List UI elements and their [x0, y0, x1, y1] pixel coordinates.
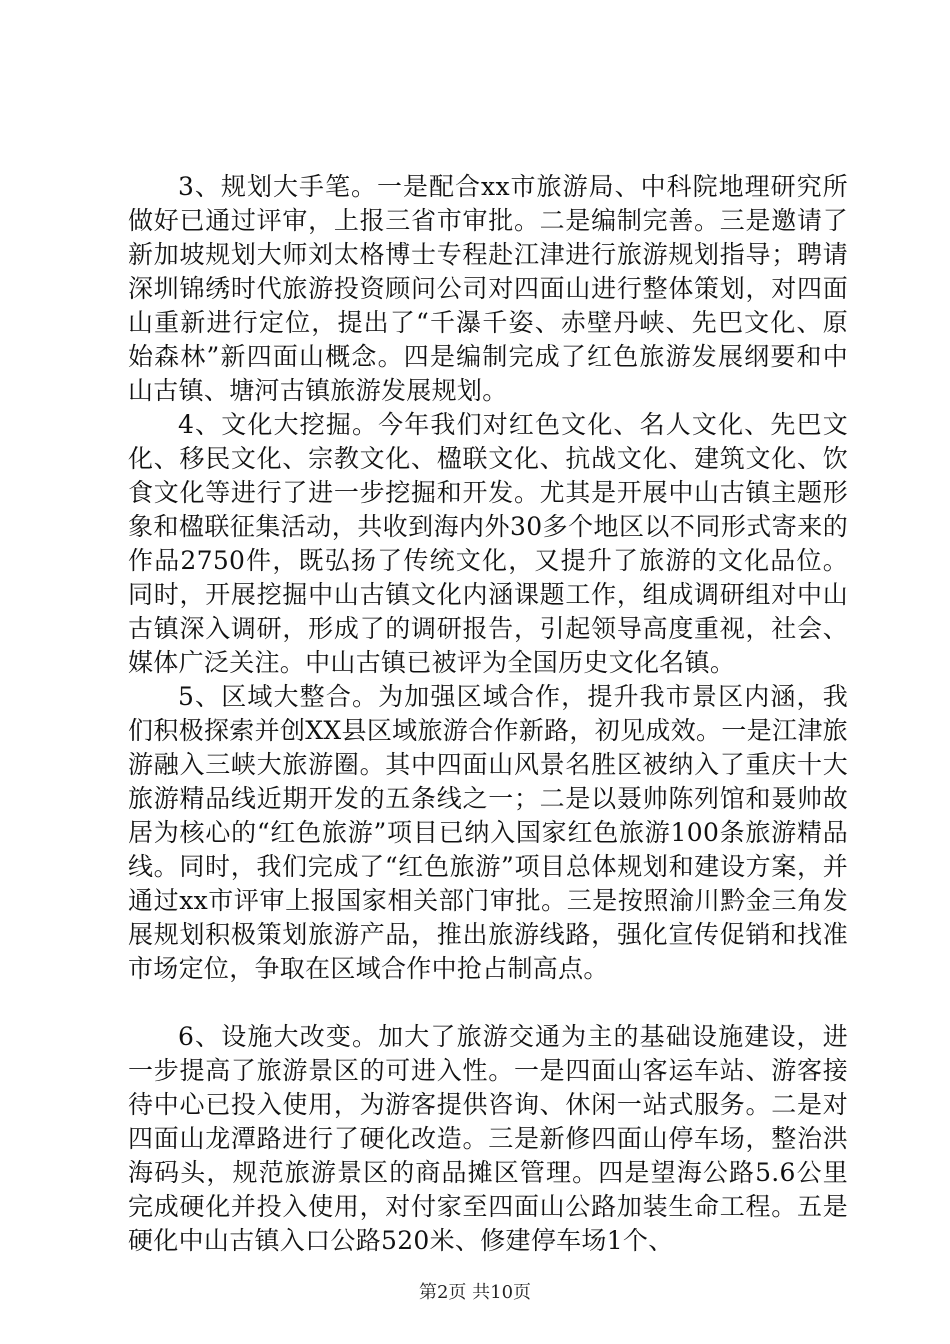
paragraph-culture: 4、文化大挖掘。今年我们对红色文化、名人文化、先巴文化、移民文化、宗教文化、楹联文化、抗战文化、建筑文化、饮食文化等进行了进一步挖掘和开发。尤其是开展中山古镇主题形象和楹联征集活动，共收到海内外30多个地区以不同形式寄来的作品2750件，既弘扬了传统文化，又提升了旅游的文化品位。同时，开展挖掘中山古镇文化内涵课题工作，组成调研组对中山古镇深入调研，形成了的调研报告，引起领导高度重视，社会、媒体广泛关注。中山古镇已被评为全国历史文化名镇。 [128, 410, 848, 677]
page-number-footer: 第2页 共10页 [418, 1282, 532, 1303]
paragraph-facilities: 6、设施大改变。加大了旅游交通为主的基础设施建设，进一步提高了旅游景区的可进入性。一是四面山客运车站、游客接待中心已投入使用，为游客提供咨询、休闲一站式服务。二是对四面山龙潭路进行了硬化改造。三是新修四面山停车场，整治洪海码头，规范旅游景区的商品摊区管理。四是望海公路5.6公里完成硬化并投入使用，对付家至四面山公路加装生命工程。五是硬化中山古镇入口公路520米、修建停车场1个、 [128, 1022, 848, 1255]
paragraph-regional: 5、区域大整合。为加强区域合作，提升我市景区内涵，我们积极探索并创XX县区域旅游合作新路，初见成效。一是江津旅游融入三峡大旅游圈。其中四面山风景名胜区被纳入了重庆十大旅游精品线近期开发的五条线之一；二是以聂帅陈列馆和聂帅故居为核心的“红色旅游”项目已纳入国家红色旅游100条旅游精品线。同时，我们完成了“红色旅游”项目总体规划和建设方案，并通过xx市评审上报国家相关部门审批。三是按照渝川黔金三角发展规划积极策划旅游产品，推出旅游线路，强化宣传促销和找准市场定位，争取在区域合作中抢占制高点。 [128, 682, 848, 983]
paragraph-planning: 3、规划大手笔。一是配合xx市旅游局、中科院地理研究所做好已通过评审，上报三省市审批。二是编制完善。三是邀请了新加坡规划大师刘太格博士专程赴江津进行旅游规划指导；聘请深圳锦绣时代旅游投资顾问公司对四面山进行整体策划，对四面山重新进行定位，提出了“千瀑千姿、赤壁丹峡、先巴文化、原始森林”新四面山概念。四是编制完成了红色旅游发展纲要和中山古镇、塘河古镇旅游发展规划。 [128, 172, 848, 405]
document-body [128, 170, 848, 1258]
